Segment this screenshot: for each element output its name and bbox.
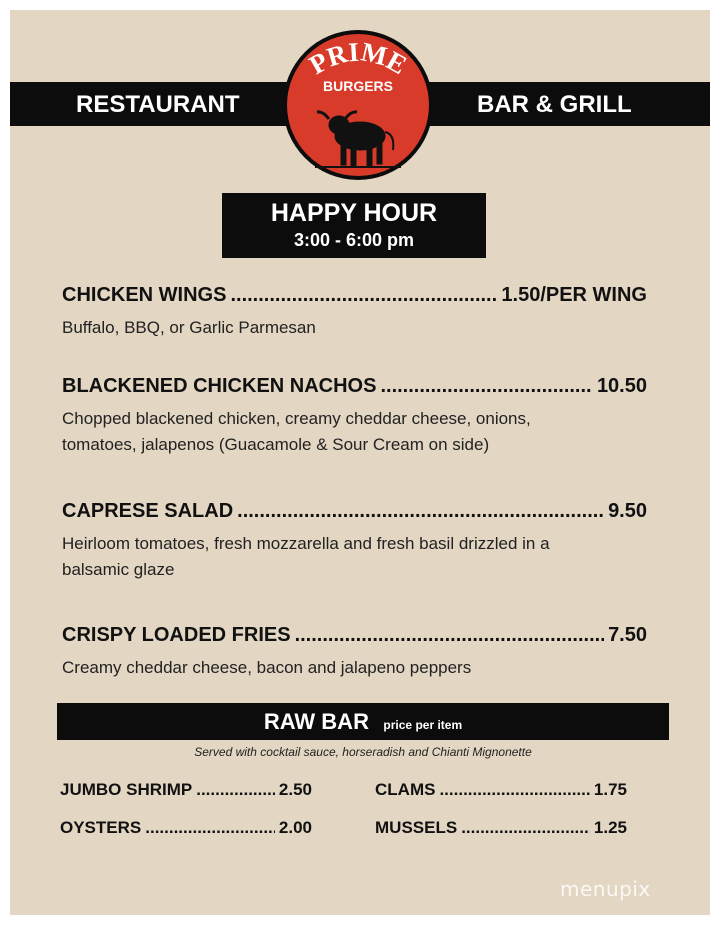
item-description: Creamy cheddar cheese, bacon and jalapeno peppers <box>62 658 472 677</box>
raw-bar-title: RAW BAR <box>263 709 369 734</box>
menu-item-blackened-chicken-nachos <box>62 375 647 458</box>
raw-item-name: JUMBO SHRIMP <box>60 780 193 799</box>
menu-item-crispy-loaded-fries <box>62 624 647 681</box>
item-name: BLACKENED CHICKEN NACHOS <box>62 375 377 397</box>
item-price: 9.50 <box>608 500 647 522</box>
raw-item-name: CLAMS <box>375 780 436 799</box>
raw-item-jumbo-shrimp <box>60 780 312 800</box>
prime-burgers-logo <box>281 28 435 182</box>
dot-leader <box>237 500 604 523</box>
raw-item-price: 1.75 <box>593 780 627 799</box>
raw-item-price: 1.25 <box>593 818 627 837</box>
menu-page <box>10 10 710 915</box>
dot-leader <box>380 375 592 398</box>
happy-hour-title: HAPPY HOUR <box>270 199 438 227</box>
raw-item-oysters <box>60 818 312 838</box>
dot-leader <box>230 284 497 307</box>
happy-hour-time: 3:00 - 6:00 pm <box>293 230 415 250</box>
restaurant-label: RESTAURANT <box>76 91 240 118</box>
menupix-watermark: menupix <box>560 877 651 901</box>
dot-leader <box>295 624 605 647</box>
raw-item-clams <box>375 780 627 800</box>
raw-item-name: OYSTERS <box>60 818 142 837</box>
dot-leader <box>196 780 275 800</box>
item-name: CRISPY LOADED FRIES <box>62 624 291 646</box>
bar-grill-label: BAR & GRILL <box>477 91 632 118</box>
raw-bar-note: Served with cocktail sauce, horseradish and Chianti Mignonette <box>194 745 532 759</box>
logo-prime-text: PRIME <box>304 36 412 81</box>
raw-item-price: 2.50 <box>278 780 312 799</box>
item-description: Heirloom tomatoes, fresh mozzarella and fresh basil drizzled in a balsamic glaze <box>62 534 550 579</box>
raw-item-name: MUSSELS <box>375 818 458 837</box>
item-price: 7.50 <box>608 624 647 646</box>
raw-bar-banner <box>57 703 669 740</box>
item-name: CAPRESE SALAD <box>62 500 234 522</box>
logo-burgers-text: BURGERS <box>322 78 394 94</box>
item-description: Chopped blackened chicken, creamy cheddar cheese, onions, tomatoes, jalapenos (Guacamole & Sour Cream on side) <box>62 409 531 454</box>
raw-bar-subtitle: price per item <box>383 718 463 732</box>
dot-leader <box>439 780 589 800</box>
raw-item-mussels <box>375 818 627 838</box>
dot-leader <box>145 818 275 838</box>
item-price: 10.50 <box>596 375 647 397</box>
happy-hour-box <box>222 193 486 258</box>
dot-leader <box>461 818 590 838</box>
menu-item-chicken-wings <box>62 284 647 341</box>
item-description: Buffalo, BBQ, or Garlic Parmesan <box>62 318 316 337</box>
menu-item-caprese-salad <box>62 500 647 583</box>
raw-item-price: 2.00 <box>278 818 312 837</box>
item-name: CHICKEN WINGS <box>62 284 227 306</box>
item-price: 1.50/PER WING <box>501 284 647 306</box>
